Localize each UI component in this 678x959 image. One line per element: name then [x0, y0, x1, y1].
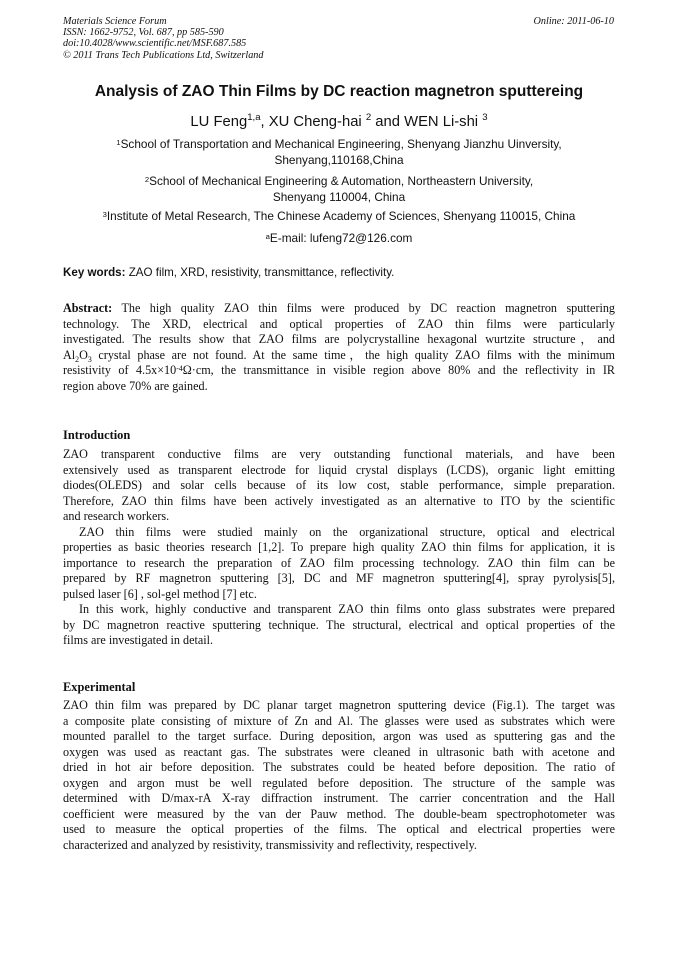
affiliation-3-sup: 3: [102, 210, 107, 219]
author-1-sup: 1,a: [247, 112, 261, 123]
keywords: [63, 266, 394, 279]
abstract: [63, 301, 615, 394]
affiliation-2-sup: 2: [144, 175, 150, 184]
online-date: Online: 2011-06-10: [533, 16, 614, 27]
intro-p2-line: prepared by RF magnetron sputtering [3], DC and MF magnetron sputtering[4], spray pyrolysis[5],: [63, 571, 615, 585]
exp-p1-line: oxygen and argon must be well regulated before deposition. The structure of the sample was: [63, 775, 615, 790]
email-text: E-mail: lufeng72@126.com: [269, 231, 413, 245]
introduction-heading: Introduction: [63, 428, 131, 442]
intro-p2-line: pulsed laser [6] , sol-gel method [7] etc.: [63, 586, 257, 601]
intro-p1-line: and research workers.: [63, 509, 170, 523]
affiliation-1-line-2: Shenyang,110168,China: [274, 152, 404, 167]
intro-p3-line: In this work, highly conductive and transparent ZAO thin films onto glass substrates were prepared: [79, 602, 615, 616]
intro-p3-line: films are investigated in detail.: [63, 633, 214, 647]
affiliation-3-line-1: Institute of Metal Research, The Chinese Academy of Sciences, Shenyang 110015, China: [106, 209, 576, 223]
exp-p1-line: characterized and analyzed by resistivity, transmissivity and reflectivity, respectively.: [63, 837, 477, 852]
exp-p1-line: oxygen was used as reactant gas. The substrates were cleaned in ultrasonic bath with acetone and: [63, 744, 615, 759]
abstract-line-3: investigated. The results show that ZAO films are polycrystalline hexagonal wurtzite structure，and: [63, 332, 615, 346]
author-sep-2: and WEN Li-shi: [371, 114, 483, 130]
exp-p1-line: determined with D/max-rA X-ray diffraction instrument. The carrier concentration and the Hall: [63, 791, 615, 805]
issn-line: ISSN: 1662-9752, Vol. 687, pp 585-590: [63, 27, 224, 39]
abstract-line-4: $Al_2O_3$ crystal phase are not found. At the same time，the high quality ZAO films with the minimum: [63, 347, 615, 364]
keywords-text: ZAO film, XRD, resistivity, transmittance, reflectivity.: [125, 266, 395, 279]
keywords-label: Key words:: [63, 266, 126, 279]
affiliation-1: [0, 137, 678, 168]
affiliation-2: [0, 174, 678, 205]
abstract-line-1: The high quality ZAO thin films were produced by DC reaction magnetron sputtering: [112, 301, 615, 315]
experimental-heading: Experimental: [63, 680, 136, 694]
intro-p3-line: by DC magnetron reactive sputtering technique. The structural, electrical and optical properties of the: [63, 617, 615, 632]
intro-p1-line: extensively used as transparent electrode for liquid crystal displays (LCDS), organic light emitting: [63, 462, 615, 477]
doi-line: doi:10.4028/www.scientific.net/MSF.687.585: [63, 38, 247, 50]
author-1: LU Feng: [190, 114, 248, 130]
exp-p1-line: used to measure the optical properties of the films. The optical and electrical properties were: [63, 822, 615, 836]
exp-p1-line: mounted parallel to the target surface. During deposition, argon was used as sputtering gas and the: [63, 729, 615, 743]
introduction-body: [63, 447, 615, 649]
affiliation-1-line-1: School of Transportation and Mechanical Engineering, Shenyang Jianzhu Uinversity,: [120, 137, 562, 151]
affiliation-2-line-2: Shenyang 110004, China: [272, 189, 406, 204]
author-sep-1: , XU Cheng-hai: [260, 114, 366, 130]
exp-p1-line: ZAO thin film was prepared by DC planar target magnetron sputtering device (Fig.1). The target was: [63, 698, 615, 712]
email-line: [0, 231, 678, 247]
author-2-sup: 2: [365, 112, 372, 123]
intro-p1-line: diodes(OLEDS) and solar cells because of its low cost, stable performance, simple preparation.: [63, 478, 615, 492]
journal-header: [63, 16, 263, 61]
abstract-line-6: region above 70% are gained.: [63, 378, 208, 393]
exp-p1-line: dried in hot air before deposition. The substrates could be heated before deposition. The ratio of: [63, 760, 615, 774]
abstract-line-2: technology. The XRD, electrical and optical properties of ZAO thin films were particularly: [63, 316, 615, 331]
affiliation-1-sup: 1: [116, 138, 121, 147]
intro-p2-line: importance to research the preparation of ZAO film processing technology. ZAO thin film can be: [63, 555, 615, 570]
intro-p2-line: properties as basic theories research [1,2]. To prepare high quality ZAO thin films for application, it is: [63, 540, 615, 554]
intro-p1-line: ZAO transparent conductive films are very outstanding functional materials, and have been: [63, 447, 615, 461]
intro-p1-line: Therefore, ZAO thin films have been actively investigated as an alternative to ITO by the scientific: [63, 493, 615, 508]
author-3-sup: 3: [482, 112, 488, 123]
experimental-body: [63, 698, 615, 853]
abstract-label: Abstract:: [63, 301, 113, 315]
exp-p1-line: coefficient were measured by the van der Pauw method. The double-beam spectrophotometer was: [63, 806, 615, 821]
abstract-line-5: resistivity of $4.5x\times 10^{-4}\Omega\cdot cm$, the transmittance in visible region above 80% and the reflectivity in IR: [63, 363, 615, 377]
affiliation-3: [0, 209, 678, 225]
paper-title: Analysis of ZAO Thin Films by DC reaction magnetron sputtereing: [94, 83, 584, 100]
intro-p2-line: ZAO thin films were studied mainly on the organizational structure, optical and electrical: [79, 524, 615, 539]
journal-name: Materials Science Forum: [63, 16, 167, 27]
affiliation-2-line-1: School of Mechanical Engineering & Automation, Northeastern University,: [149, 174, 534, 188]
exp-p1-line: a composite plate consisting of mixture of Zn and Al. The glasses were used as substrates which were: [63, 713, 615, 728]
copyright-line: © 2011 Trans Tech Publications Ltd, Switzerland: [63, 49, 264, 61]
author-line: [0, 114, 678, 130]
email-sup: a: [265, 232, 270, 241]
